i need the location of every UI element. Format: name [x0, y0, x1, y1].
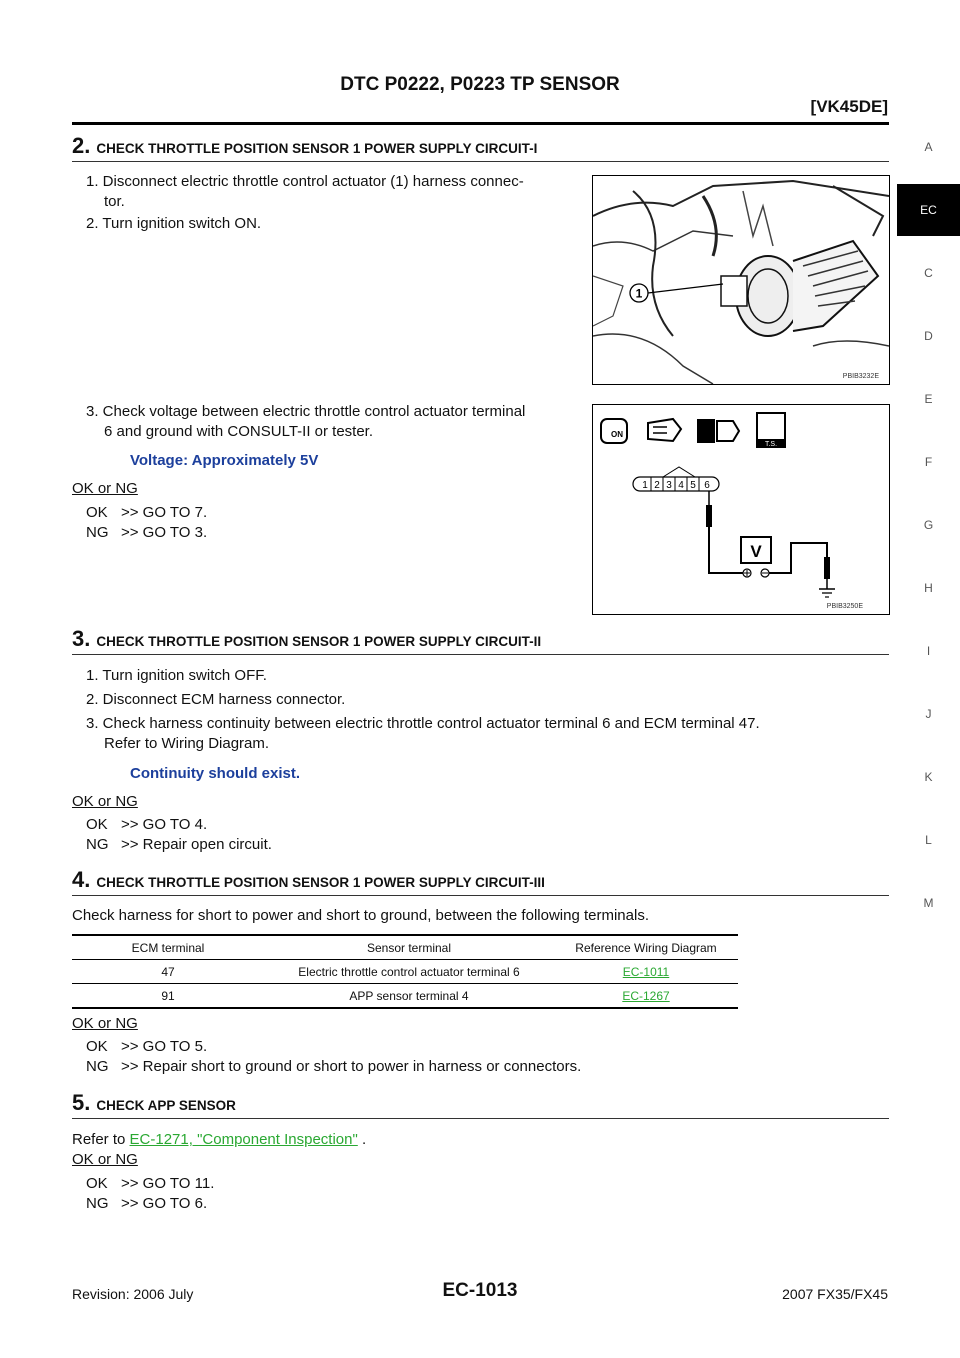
tab-m[interactable]: M [923, 896, 934, 910]
tab-f[interactable]: F [924, 455, 933, 469]
step-3-rule [72, 654, 889, 655]
ok-result: OK >> GO TO 5. [86, 1038, 208, 1055]
tab-l[interactable]: L [925, 833, 932, 847]
svg-text:2: 2 [654, 480, 660, 491]
voltage-check-drawing [593, 405, 889, 614]
ok-or-ng-label: OK or NG [72, 1151, 138, 1168]
engine-code: [VK45DE] [810, 97, 888, 116]
step-3-item-3: 3. Check harness continuity between electric throttle control actuator terminal 6 and ECM terminal 47. Refer to Wiring Diagram. [86, 715, 760, 752]
svg-text:ON: ON [611, 430, 623, 439]
connector-icon [648, 419, 681, 441]
step-number: 4. [72, 867, 91, 892]
voltmeter-label: V [750, 542, 762, 561]
tab-k[interactable]: K [924, 770, 933, 784]
model-name: 2007 FX35/FX45 [782, 1286, 888, 1302]
table-row: 91 APP sensor terminal 4 EC-1267 [72, 984, 738, 1009]
ng-result: NG >> Repair open circuit. [86, 836, 272, 853]
step-title: CHECK THROTTLE POSITION SENSOR 1 POWER SUPPLY CIRCUIT-III [96, 875, 545, 890]
step-number: 3. [72, 626, 91, 651]
step-2-rule [72, 161, 889, 162]
ng-result: NG >> Repair short to ground or short to power in harness or connectors. [86, 1058, 582, 1075]
tab-g[interactable]: G [923, 518, 934, 532]
tab-d[interactable]: D [924, 329, 933, 343]
table-header-row [72, 935, 738, 960]
ok-or-ng-label: OK or NG [72, 1015, 138, 1032]
figure-code-2: PBIB3250E [826, 603, 863, 610]
tab-i[interactable]: I [926, 644, 931, 658]
figure-code-1: PBIB3232E [842, 373, 879, 380]
col-ecm-terminal: ECM terminal [131, 940, 205, 955]
continuity-spec: Continuity should exist. [130, 765, 301, 782]
ng-result: NG >> GO TO 6. [86, 1195, 208, 1212]
component-inspection-link[interactable]: EC-1271, "Component Inspection" [129, 1131, 358, 1148]
svg-text:4: 4 [678, 480, 684, 491]
harness-connector-icon [697, 419, 739, 443]
step-3-item-1: 1. Turn ignition switch OFF. [86, 667, 267, 684]
terminal-table [72, 934, 738, 1009]
ok-result: OK >> GO TO 4. [86, 816, 208, 833]
ok-result: OK >> GO TO 11. [86, 1175, 215, 1192]
table-row: 47 Electric throttle control actuator terminal 6 EC-1011 [72, 960, 738, 984]
voltage-check-diagram [592, 404, 890, 615]
consult-icon [601, 419, 627, 443]
svg-text:T.S.: T.S. [764, 441, 778, 448]
revision-date: Revision: 2006 July [72, 1286, 194, 1302]
step-4-heading [72, 867, 545, 893]
step-4-intro: Check harness for short to power and short to ground, between the following terminals. [72, 907, 649, 924]
step-title: CHECK APP SENSOR [96, 1098, 236, 1113]
col-reference-diagram: Reference Wiring Diagram [575, 940, 717, 955]
page-title: DTC P0222, P0223 TP SENSOR [340, 74, 620, 95]
header-rule [72, 122, 889, 125]
page-number: EC-1013 [442, 1280, 518, 1301]
svg-text:5: 5 [690, 480, 696, 491]
step-2-item-2: 2. Turn ignition switch ON. [86, 215, 262, 232]
step-title: CHECK THROTTLE POSITION SENSOR 1 POWER SUPPLY CIRCUIT-II [96, 634, 542, 649]
step-3-heading [72, 626, 541, 652]
tab-h[interactable]: H [924, 581, 933, 595]
tester-icon [757, 413, 785, 448]
tab-c[interactable]: C [924, 266, 933, 280]
step-2-item-1: 1. Disconnect electric throttle control actuator (1) harness connec- tor. [86, 173, 524, 210]
ok-or-ng-label: OK or NG [72, 793, 138, 810]
engine-bay-drawing [593, 176, 889, 384]
tab-e[interactable]: E [924, 392, 933, 406]
ok-or-ng-label: OK or NG [72, 480, 138, 497]
step-3-item-2: 2. Disconnect ECM harness connector. [86, 691, 346, 708]
tab-ec[interactable]: EC [897, 184, 960, 236]
section-index-tabs [897, 116, 960, 935]
step-2-heading [72, 133, 537, 159]
step-4-rule [72, 895, 889, 896]
svg-text:3: 3 [666, 480, 672, 491]
svg-text:6: 6 [704, 480, 710, 491]
voltage-spec: Voltage: Approximately 5V [130, 452, 319, 469]
step-5-rule [72, 1118, 889, 1119]
step-number: 5. [72, 1090, 91, 1115]
step-5-refer: Refer to EC-1271, "Component Inspection" . [72, 1131, 367, 1148]
tab-j[interactable]: J [925, 707, 932, 721]
callout-1: 1 [635, 286, 643, 301]
wiring-diagram-link[interactable]: EC-1011 [622, 964, 670, 979]
step-2-item-3: 3. Check voltage between electric throttle control actuator terminal 6 and ground with CONSULT-II or tester. [86, 403, 526, 440]
wiring-diagram-link[interactable]: EC-1267 [622, 988, 670, 1003]
col-sensor-terminal: Sensor terminal [366, 940, 452, 955]
step-number: 2. [72, 133, 91, 158]
step-5-heading [72, 1090, 236, 1116]
tab-a[interactable]: A [924, 140, 933, 154]
step-title: CHECK THROTTLE POSITION SENSOR 1 POWER SUPPLY CIRCUIT-I [96, 141, 538, 156]
engine-bay-illustration [592, 175, 890, 385]
ok-result: OK >> GO TO 7. [86, 504, 208, 521]
svg-text:1: 1 [642, 480, 648, 491]
ng-result: NG >> GO TO 3. [86, 524, 208, 541]
